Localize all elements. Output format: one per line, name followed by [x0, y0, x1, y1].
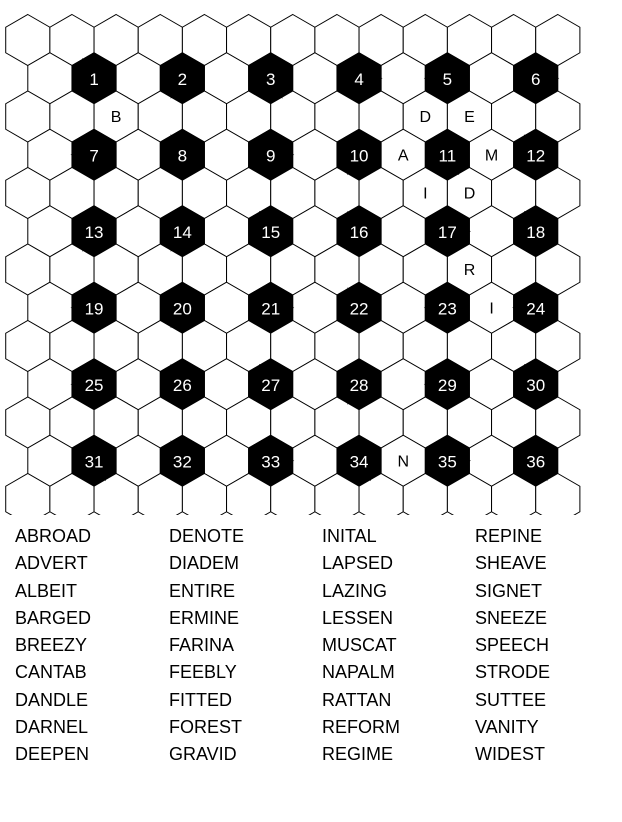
word-list-item: WIDEST	[475, 744, 545, 765]
word-column-2	[169, 523, 244, 769]
clue-number: 34	[349, 452, 369, 472]
clue-number: 21	[261, 299, 281, 319]
clue-number: 36	[526, 452, 546, 472]
word-list-item: GRAVID	[169, 744, 237, 765]
clue-number: 6	[530, 69, 541, 89]
clue-number: 2	[177, 69, 188, 89]
clue-number: 8	[177, 146, 188, 166]
word-list-item: SNEEZE	[475, 607, 548, 628]
clue-number: 30	[526, 375, 546, 395]
word-list-item: MUSCAT	[322, 635, 397, 656]
given-letter: I	[423, 185, 428, 203]
clue-number: 29	[437, 375, 457, 395]
word-list-item: REGIME	[322, 744, 394, 765]
given-letter: D	[463, 185, 476, 203]
word-list-item: INITAL	[322, 526, 377, 546]
clue-number: 9	[265, 146, 276, 166]
clue-number: 35	[437, 452, 457, 472]
given-letter: B	[110, 109, 122, 126]
clue-number: 4	[354, 69, 364, 89]
word-list-item: DENOTE	[169, 526, 245, 546]
clue-number: 16	[349, 222, 369, 242]
word-list-item: ALBEIT	[15, 580, 78, 601]
word-list-item: BARGED	[15, 607, 92, 628]
word-column-1	[15, 523, 91, 769]
word-list-item: BREEZY	[15, 635, 88, 656]
given-letter: R	[463, 262, 476, 279]
given-letter: N	[397, 453, 410, 471]
clue-number: 5	[442, 69, 453, 89]
clue-number: 19	[84, 299, 104, 319]
clue-number: 31	[84, 452, 104, 472]
given-letter: D	[419, 109, 432, 126]
clue-number: 23	[437, 299, 457, 319]
clue-number: 22	[349, 299, 369, 319]
word-list-item: ABROAD	[15, 526, 92, 546]
word-list-item: DARNEL	[15, 717, 89, 738]
word-list-item: NAPALM	[322, 662, 395, 683]
word-list-item: ERMINE	[169, 607, 240, 628]
given-letter: I	[489, 300, 494, 318]
clue-number: 27	[261, 375, 281, 395]
clue-number: 24	[526, 299, 546, 319]
word-list	[15, 523, 622, 773]
word-list-item: FEEBLY	[169, 662, 237, 683]
clue-number: 20	[172, 299, 192, 319]
word-list-item: SIGNET	[475, 580, 543, 601]
word-list-item: SUTTEE	[475, 689, 547, 710]
clue-number: 17	[437, 222, 457, 242]
word-list-item: STRODE	[475, 662, 551, 683]
word-list-item: REPINE	[475, 526, 543, 546]
word-list-item: CANTAB	[15, 662, 87, 683]
word-list-item: ADVERT	[15, 553, 88, 574]
word-list-item: ENTIRE	[169, 580, 236, 601]
clue-number: 32	[172, 452, 192, 472]
word-list-item: DEEPEN	[15, 744, 90, 765]
clue-number: 7	[89, 146, 99, 166]
clue-number: 11	[438, 146, 457, 166]
clue-number: 18	[526, 222, 546, 242]
clue-number: 25	[84, 375, 104, 395]
clue-number: 26	[172, 375, 192, 395]
clue-number: 3	[265, 69, 276, 89]
word-list-item: DANDLE	[15, 689, 89, 710]
clue-number: 1	[89, 69, 99, 89]
word-list-item: VANITY	[475, 717, 539, 738]
clue-number: 13	[84, 222, 104, 242]
word-list-item: LAPSED	[322, 553, 394, 574]
word-column-3	[322, 523, 400, 769]
clue-number: 12	[526, 146, 546, 166]
clue-number: 28	[349, 375, 369, 395]
clue-number: 10	[349, 146, 369, 166]
hex-cell-layer	[6, 15, 580, 516]
word-list-item: FITTED	[169, 689, 232, 710]
word-list-item: RATTAN	[322, 689, 392, 710]
given-letter: M	[484, 147, 499, 165]
word-list-item: SPEECH	[475, 635, 550, 656]
word-list-item: REFORM	[322, 717, 400, 738]
word-list-item: DIADEM	[169, 553, 240, 574]
clue-number: 33	[261, 452, 281, 472]
word-list-item: FARINA	[169, 635, 235, 656]
word-list-item: LAZING	[322, 580, 388, 601]
given-letter: E	[464, 109, 475, 126]
word-column-4	[475, 523, 550, 769]
word-list-item: LESSEN	[322, 607, 394, 628]
given-letter: A	[397, 147, 409, 165]
word-list-item: SHEAVE	[475, 553, 547, 574]
clue-number: 14	[172, 222, 192, 242]
word-list-item: FOREST	[169, 717, 243, 738]
clue-number: 15	[261, 222, 281, 242]
